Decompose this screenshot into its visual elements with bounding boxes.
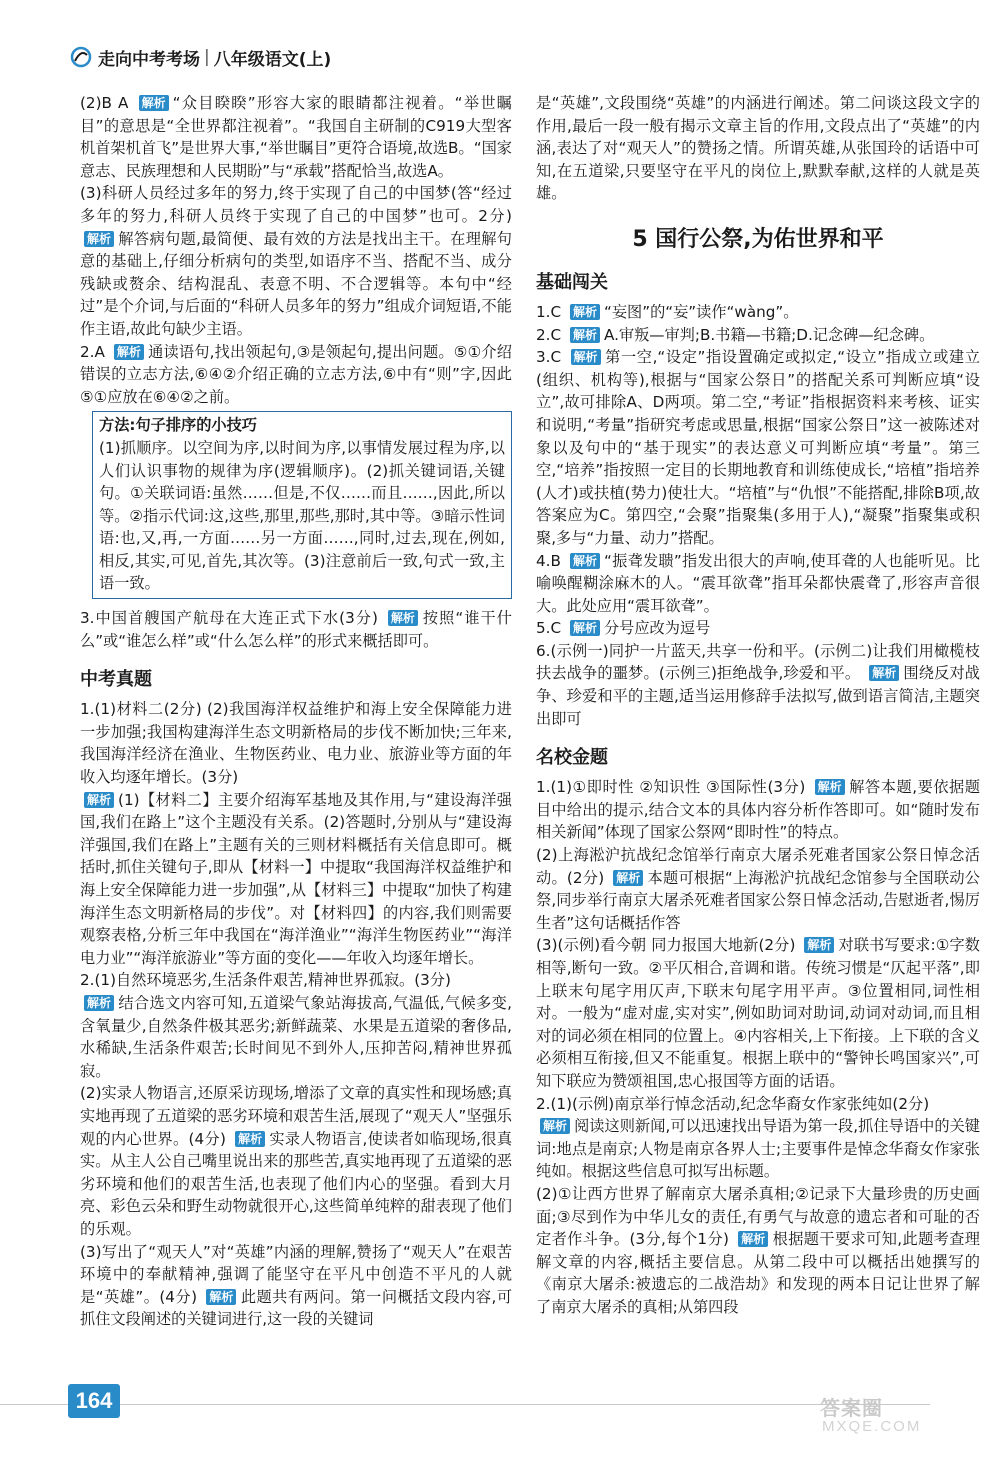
watermark-logo: 答案圈	[820, 1398, 883, 1420]
answer-paragraph: 解析 (1)【材料二】主要介绍海军基地及其作用,与“建设海洋强国,我们在路上”这个主题没有关系。(2)答题时,分别从与“建设海洋强国,我们在路上”主题有关的三则材料概括有关信息即可。概括时,抓住关键句子,即从【材料一】中提取“我国海洋权益维护和海上安全保障能力进一步加强”,从【材料三】中提取“加快了构建海洋生态文明新格局的步伐”。对【材料四】的内容,我们则需要观察表格,分析三年中我国在“海洋渔业”“海洋生物医药业”“海洋电力业”“海洋旅游业”等方面的变化——年收入均逐年增长。	[80, 790, 512, 967]
answer-paragraph: 2.(1)(示例)南京举行悼念活动,纪念华裔女作家张纯如(2分)	[536, 1094, 930, 1113]
answer-paragraph: (3)写出了“观天人”对“英雄”内涵的理解,赞扬了“观天人”在艰苦环境中的奉献精神,强调了能坚守在平凡中创造不平凡的人就是“英雄”。(4分) 解析 此题共有两问。第一问概括文段内容,可抓住文段阐述的关键词进行,这一段的关键词	[80, 1242, 513, 1329]
analysis-tag: 解析	[84, 231, 114, 247]
method-box	[92, 411, 512, 599]
answer-paragraph: 6.(示例一)同护一片蓝天,共享一份和平。(示例二)让我们用橄榄枝扶去战争的噩梦。(示例三)拒绝战争,珍爱和平。 解析 围绕反对战争、珍爱和平的主题,适当运用修辞手法拟写,做到语言简洁,主题突出即可	[536, 641, 980, 728]
answer-paragraph: 5.C 解析 分号应改为逗号	[536, 619, 711, 638]
section-heading: 基础闯关	[536, 271, 608, 293]
answer-paragraph: (2)实录人物语言,还原采访现场,增添了文章的真实性和现场感;真实地再现了五道梁的恶劣环境和艰苦生活,展现了“观天人”坚强乐观的内心世界。(4分) 解析 实录人物语言,使读者如临现场,很真实。从主人公自己嘴里说出来的那些苦,真实地再现了五道梁的恶劣环境和他们的艰苦生活,也表现了他们内心的坚强。看到大月亮、彩色云朵和野生动物就很开心,这些简单纯粹的甜表现了他们的乐观。	[80, 1084, 513, 1238]
footer-divider	[0, 1404, 930, 1405]
lesson-title: 5 国行公祭,为佑世界和平	[632, 226, 884, 252]
analysis-tag: 解析	[613, 870, 643, 886]
header-separator: |	[204, 47, 210, 67]
answer-paragraph: 1.(1)①即时性 ②知识性 ③国际性(3分) 解析 解答本题,要依据题目中给出的提示,结合文本的具体内容分析作答即可。如“随时发布相关新闻”体现了国家公祭网“即时性”的特点。	[536, 778, 980, 842]
book-logo-icon	[70, 46, 92, 68]
section-heading: 中考真题	[80, 669, 152, 691]
answer-paragraph: (2)①让西方世界了解南京大屠杀真相;②记录下大量珍贵的历史画面;③尽到作为中华儿女的责任,有勇气与故意的遗忘者和可耻的否定者作斗争。(3分,每个1分) 解析 根据题干要求可知,此题考查理解文章的内容,概括主要信息。从第二段中可以概括出她撰写的《南京大屠杀:被遗忘的二战浩劫》和发现的两本日记让世界了解了南京大屠杀的真相;从第四段	[536, 1184, 980, 1316]
answer-paragraph: 解析 阅读这则新闻,可以迅速找出导语为第一段,抓住导语中的关键词:地点是南京;人物是南京各界人士;主要事件是悼念华裔女作家张纯如。根据这些信息可拟写出标题。	[536, 1117, 980, 1181]
method-title: 方法:句子排序的小技巧	[99, 416, 257, 435]
page-header	[70, 42, 331, 72]
page-number: 164	[68, 1384, 120, 1418]
analysis-tag: 解析	[570, 327, 600, 343]
answer-paragraph: (3)(示例)看今朝 同力报国大地新(2分) 解析 对联书写要求:①字数相等,断句一致。②平仄相合,音调和谐。传统习惯是“仄起平落”,即上联末句尾字用仄声,下联末句尾字用平声。③位置相同,词性相对。一般为“虚对虚,实对实”,例如助词对助词,动词对动词,而且相对的词必须在相同的位置上。④内容相关,上下衔接。上下联的含义必须相互衔接,但又不能重复。根据上联中的“警钟长鸣国家兴”,可知下联应为赞颂祖国,忠心报国等方面的话语。	[536, 936, 980, 1090]
book-subtitle: 八年级语文(上)	[213, 49, 332, 70]
answer-paragraph: 2.A 解析 通读语句,找出领起句,③是领起句,提出问题。⑤①介绍错误的立志方法,⑥④②介绍正确的立志方法,⑥中有“则”字,因此⑤①应放在⑥④②之前。	[80, 342, 512, 406]
analysis-tag: 解析	[570, 304, 600, 320]
answer-paragraph: 3.C 解析 第一空,“设定”指设置确定或拟定,“设立”指成立或建立(组织、机构等),根据与“国家公祭日”的搭配关系可判断应填“设立”,故可排除A、D两项。第二空,“考证”指根据资料来考核、证实和说明,“考量”指研究考虑或思量,根据“国家公祭日”这一被陈述对象以及句中的“基于现实”的表达意义可判断应填“考量”。第三空,“培养”指按照一定目的长期地教育和训练使成长,“培植”指培养(人才)或扶植(势力)使壮大。“培植”与“仇恨”不能搭配,排除B项,故答案应为C。第四空,“会聚”指聚集(多用于人),“凝聚”指聚集或积聚,多与“力量、动力”搭配。	[536, 348, 980, 547]
answer-paragraph: 4.B 解析 “振聋发聩”指发出很大的声响,使耳聋的人也能听见。比喻唤醒糊涂麻木的人。“震耳欲聋”指耳朵都快震聋了,形容声音很大。此处应用“震耳欲聋”。	[536, 551, 980, 615]
book-title: 走向中考考场	[98, 49, 200, 70]
analysis-tag: 解析	[139, 95, 169, 111]
analysis-tag: 解析	[540, 1118, 570, 1134]
analysis-tag: 解析	[738, 1231, 768, 1247]
watermark-url: MXQE.COM	[822, 1418, 922, 1435]
analysis-tag: 解析	[571, 349, 601, 365]
answer-paragraph: 解析 结合选文内容可知,五道梁气象站海拔高,气温低,气候多变,含氧量少,自然条件极其恶劣;新鲜蔬菜、水果是五道梁的奢侈品,水稀缺,生活条件艰苦;长时间见不到外人,压抑苦闷,精神世界孤寂。	[80, 993, 512, 1080]
analysis-tag: 解析	[388, 610, 418, 626]
analysis-tag: 解析	[114, 344, 144, 360]
answer-paragraph: 1.(1)材料二(2分) (2)我国海洋权益维护和海上安全保障能力进一步加强;我国构建海洋生态文明新格局的步伐不断加快;三年来,我国海洋经济在渔业、生物医药业、电力业、旅游业等方面的年收入均逐年增长。(3分)	[80, 700, 512, 787]
method-body: (1)抓顺序。以空间为序,以时间为序,以事情发展过程为序,以人们认识事物的规律为序(逻辑顺序)。(2)抓关键词语,关键句。①关联词语:虽然……但是,不仅……而且……,因此,所以等。②指示代词:这,这些,那里,那些,那时,其中等。③暗示性词语:也,又,再,一方面……另一方面……,同时,过去,现在,例如,相反,其实,可见,首先,其次等。(3)注意前后一致,句式一致,主语一致。	[99, 438, 505, 593]
left-column	[80, 92, 512, 1331]
section-heading: 名校金题	[536, 747, 608, 769]
analysis-tag: 解析	[570, 620, 600, 636]
analysis-tag: 解析	[206, 1289, 236, 1305]
analysis-tag: 解析	[815, 779, 845, 795]
right-column	[536, 92, 980, 1319]
analysis-tag: 解析	[869, 665, 899, 681]
answer-paragraph: 3.中国首艘国产航母在大连正式下水(3分) 解析 按照“谁干什么”或“谁怎么样”或“什么怎么样”的形式来概括即可。	[80, 609, 512, 650]
answer-paragraph: (3)科研人员经过多年的努力,终于实现了自己的中国梦(答“经过多年的努力,科研人员终于实现了自己的中国梦”也可。2分) 解析 解答病句题,最简便、最有效的方法是找出主干。在理解句意的基础上,仔细分析病句的类型,如语序不当、搭配不当、成分残缺或赘余、结构混乱、表意不明、不合逻辑等。本句中“经过”是个介词,与后面的“科研人员多年的努力”组成介词短语,不能作主语,故此句缺少主语。	[80, 184, 512, 338]
analysis-tag: 解析	[804, 937, 834, 953]
answer-paragraph: 1.C 解析 “妄图”的“妄”读作“wàng”。	[536, 302, 799, 321]
answer-paragraph: 2.C 解析 A.审叛—审判;B.书籍—书籍;D.记念碑—纪念碑。	[536, 325, 935, 344]
answer-paragraph: (2)B A 解析 “众目睽睽”形容大家的眼睛都注视着。“举世瞩目”的意思是“全世界都注视着”。“我国自主研制的C919大型客机首架机首飞”是世界大事,“举世瞩目”更符合语境,故选B。“国家意志、民族理想和人民期盼”与“承载”搭配恰当,故选A。	[80, 94, 512, 180]
analysis-tag: 解析	[570, 553, 600, 569]
answer-paragraph: (2)上海淞沪抗战纪念馆举行南京大屠杀死难者国家公祭日悼念活动。(2分) 解析 本题可根据“上海淞沪抗战纪念馆参与全国联动公祭,同步举行南京大屠杀死难者国家公祭日悼念活动,告慰逝者,惕厉生者”这句话概括作答	[536, 846, 980, 932]
analysis-tag: 解析	[84, 995, 114, 1011]
answer-paragraph: 2.(1)自然环境恶劣,生活条件艰苦,精神世界孤寂。(3分)	[80, 971, 451, 990]
analysis-tag: 解析	[84, 792, 114, 808]
answer-paragraph: 是“英雄”,文段围绕“英雄”的内涵进行阐述。第二问谈这段文字的作用,最后一段一般有揭示文章主旨的作用,文段点出了“英雄”的内涵,表达了对“观天人”的赞扬之情。所谓英雄,从张国玲的话语中可知,在五道梁,只要坚守在平凡的岗位上,默默奉献,这样的人就是英雄。	[536, 94, 980, 203]
analysis-tag: 解析	[235, 1131, 265, 1147]
